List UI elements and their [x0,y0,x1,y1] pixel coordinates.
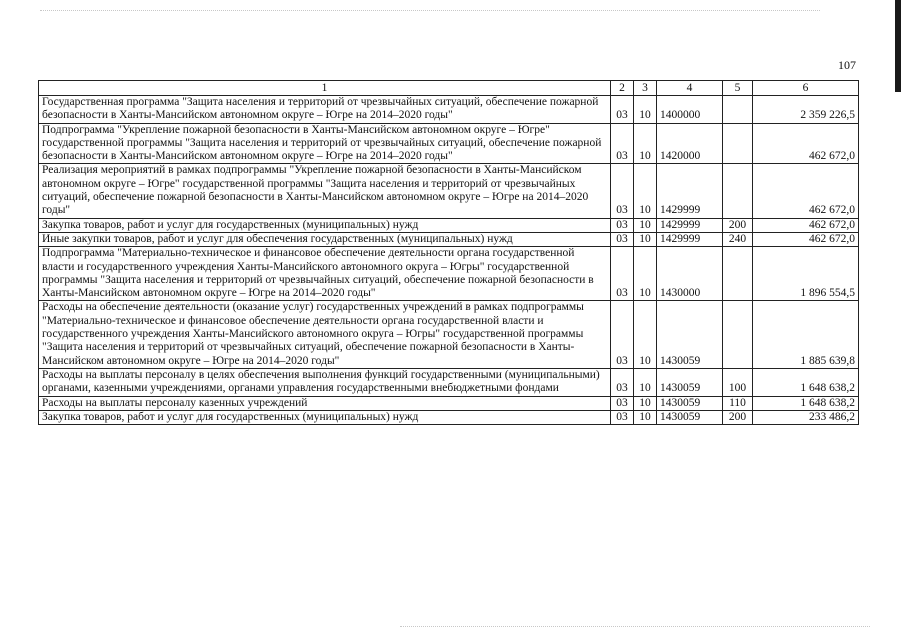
row-subsection: 10 [634,396,657,410]
row-name: Расходы на выплаты персоналу казенных учреждений [39,396,611,410]
row-expense-type: 240 [723,232,753,246]
row-amount: 462 672,0 [753,164,859,218]
row-name: Расходы на выплаты персоналу в целях обеспечения выполнения функций государственными (муниципальными) органами, казенными учреждениями, органами управления государственными внебюджетными фондами [39,368,611,396]
row-section: 03 [611,164,634,218]
row-section: 03 [611,396,634,410]
row-subsection: 10 [634,301,657,368]
row-section: 03 [611,96,634,124]
row-subsection: 10 [634,368,657,396]
row-target-article: 1429999 [657,164,723,218]
header-col-3: 3 [634,81,657,96]
row-name: Иные закупки товаров, работ и услуг для обеспечения государственных (муниципальных) нужд [39,232,611,246]
row-amount: 1 648 638,2 [753,368,859,396]
row-amount: 462 672,0 [753,123,859,164]
row-expense-type [723,96,753,124]
row-section: 03 [611,410,634,424]
row-section: 03 [611,301,634,368]
row-target-article: 1400000 [657,96,723,124]
table-header-row [39,81,859,96]
row-amount: 1 648 638,2 [753,396,859,410]
row-amount: 1 885 639,8 [753,301,859,368]
row-section: 03 [611,218,634,232]
row-subsection: 10 [634,232,657,246]
row-target-article: 1429999 [657,218,723,232]
row-subsection: 10 [634,164,657,218]
table-row [39,164,859,218]
row-section: 03 [611,368,634,396]
row-amount: 462 672,0 [753,218,859,232]
table-row [39,247,859,301]
header-col-5: 5 [723,81,753,96]
row-name: Реализация мероприятий в рамках подпрограммы "Укрепление пожарной безопасности в Ханты-Мансийском автономном округе – Югре" государственной программы "Защита населения и территорий от чрезвычайных ситуаций, обеспечение пожарной безопасности в Ханты-Мансийском автономном округе – Югре на 2014–2020 годы" [39,164,611,218]
row-amount: 2 359 226,5 [753,96,859,124]
row-expense-type [723,301,753,368]
table-row [39,232,859,246]
row-section: 03 [611,247,634,301]
table-row [39,368,859,396]
row-amount: 233 486,2 [753,410,859,424]
page-number: 107 [838,58,856,72]
row-subsection: 10 [634,247,657,301]
row-subsection: 10 [634,96,657,124]
row-target-article: 1430059 [657,396,723,410]
row-amount: 462 672,0 [753,232,859,246]
row-target-article: 1430059 [657,301,723,368]
row-target-article: 1420000 [657,123,723,164]
row-name: Закупка товаров, работ и услуг для государственных (муниципальных) нужд [39,410,611,424]
row-amount: 1 896 554,5 [753,247,859,301]
table-row [39,396,859,410]
row-subsection: 10 [634,123,657,164]
header-col-2: 2 [611,81,634,96]
scan-artifact-bottom [400,626,870,628]
table-row [39,96,859,124]
row-section: 03 [611,123,634,164]
row-target-article: 1430059 [657,368,723,396]
table-row [39,410,859,424]
row-subsection: 10 [634,218,657,232]
header-col-4: 4 [657,81,723,96]
row-name: Подпрограмма "Укрепление пожарной безопасности в Ханты-Мансийском автономном округе – Югре" государственной программы "Защита населения и территорий от чрезвычайных ситуаций, обеспечение пожарной безопасности в Ханты-Мансийском автономном округе – Югре на 2014–2020 годы" [39,123,611,164]
row-expense-type: 110 [723,396,753,410]
table-row [39,123,859,164]
scan-artifact-top [40,10,820,12]
row-target-article: 1430059 [657,410,723,424]
header-col-1: 1 [39,81,611,96]
row-name: Подпрограмма "Материально-техническое и финансовое обеспечение деятельности органа государственной власти и государственного учреждения Ханты-Мансийского автономного округа – Югры" государственной программы "Защита населения и территорий от чрезвычайных ситуаций, обеспечение пожарной безопасности в Ханты-Мансийском автономном округе – Югре на 2014–2020 годы" [39,247,611,301]
table-row [39,218,859,232]
header-col-6: 6 [753,81,859,96]
row-target-article: 1429999 [657,232,723,246]
scan-edge-bar [895,0,901,92]
row-name: Расходы на обеспечение деятельности (оказание услуг) государственных учреждений в рамках подпрограммы "Материально-техническое и финансовое обеспечение деятельности органа государственной власти и государственного учреждения Ханты-Мансийского автономного округа – Югры" государственной программы "Защита населения и территорий от чрезвычайных ситуаций, обеспечение пожарной безопасности в Ханты-Мансийском автономном округе – Югре на 2014–2020 годы" [39,301,611,368]
row-name: Государственная программа "Защита населения и территорий от чрезвычайных ситуаций, обеспечение пожарной безопасности в Ханты-Мансийском автономном округе – Югре на 2014–2020 годы" [39,96,611,124]
row-expense-type: 200 [723,410,753,424]
table-row [39,301,859,368]
budget-table [38,80,859,425]
row-expense-type: 200 [723,218,753,232]
row-expense-type [723,123,753,164]
row-subsection: 10 [634,410,657,424]
row-section: 03 [611,232,634,246]
row-expense-type: 100 [723,368,753,396]
row-expense-type [723,164,753,218]
row-target-article: 1430000 [657,247,723,301]
row-name: Закупка товаров, работ и услуг для государственных (муниципальных) нужд [39,218,611,232]
row-expense-type [723,247,753,301]
